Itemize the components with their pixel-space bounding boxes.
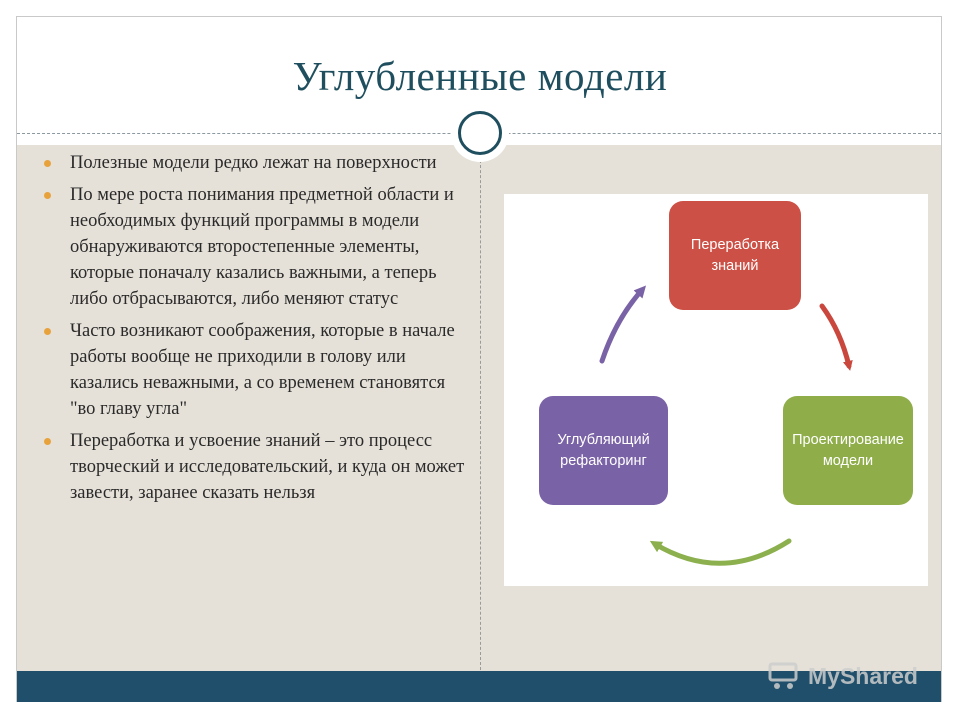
node-label: [557, 430, 649, 472]
node-label-line1: Проектирование: [792, 431, 904, 448]
slide-title: Углубленные модели: [292, 53, 668, 99]
node-model-design: [783, 396, 913, 505]
bullet-dot-icon: [44, 160, 51, 167]
bullet-item: [42, 150, 472, 176]
arrow-refactor-to-knowledge: [602, 290, 642, 361]
node-knowledge-processing: [669, 201, 801, 310]
cart-icon: [768, 661, 802, 691]
node-label: [691, 235, 779, 277]
bullet-text: Полезные модели редко лежат на поверхности: [70, 153, 437, 173]
node-deep-refactoring: [539, 396, 668, 505]
bullet-dot-icon: [44, 328, 51, 335]
node-label-line2: модели: [822, 452, 874, 469]
bullet-text: Переработка и усвоение знаний – это процесс творческий и исследовательский, и куда он может завести, заранее сказать нельзя: [70, 431, 465, 503]
bullet-item: [42, 318, 472, 422]
column-divider: [480, 150, 481, 670]
bullet-item: [42, 428, 472, 506]
bullet-dot-icon: [44, 192, 51, 199]
bullet-text: По мере роста понимания предметной области и необходимых функций программы в модели обнаруживаются второстепенные элементы, которые поначалу казались важными, а теперь либо отбрасываются, либо меняют статус: [70, 185, 454, 309]
arrow-knowledge-to-design: [822, 306, 849, 366]
node-label-line1: Переработка: [690, 236, 780, 253]
ring: [458, 111, 502, 155]
watermark: [768, 656, 928, 696]
arrow-design-to-refactor: [655, 541, 789, 563]
node-label: [792, 430, 904, 472]
watermark-text: MyShared: [808, 662, 918, 689]
node-label-line1: Углубляющий: [557, 431, 650, 448]
node-label-line2: знаний: [711, 257, 759, 274]
bullet-item: [42, 182, 472, 312]
cycle-diagram: [504, 194, 928, 586]
bullet-list: [42, 150, 472, 512]
bullet-dot-icon: [44, 438, 51, 445]
bullet-text: Часто возникают соображения, которые в начале работы вообще не приходили в голову или казались неважными, а со временем становятся "во главу угла": [70, 321, 455, 419]
node-label-line2: рефакторинг: [560, 452, 647, 469]
